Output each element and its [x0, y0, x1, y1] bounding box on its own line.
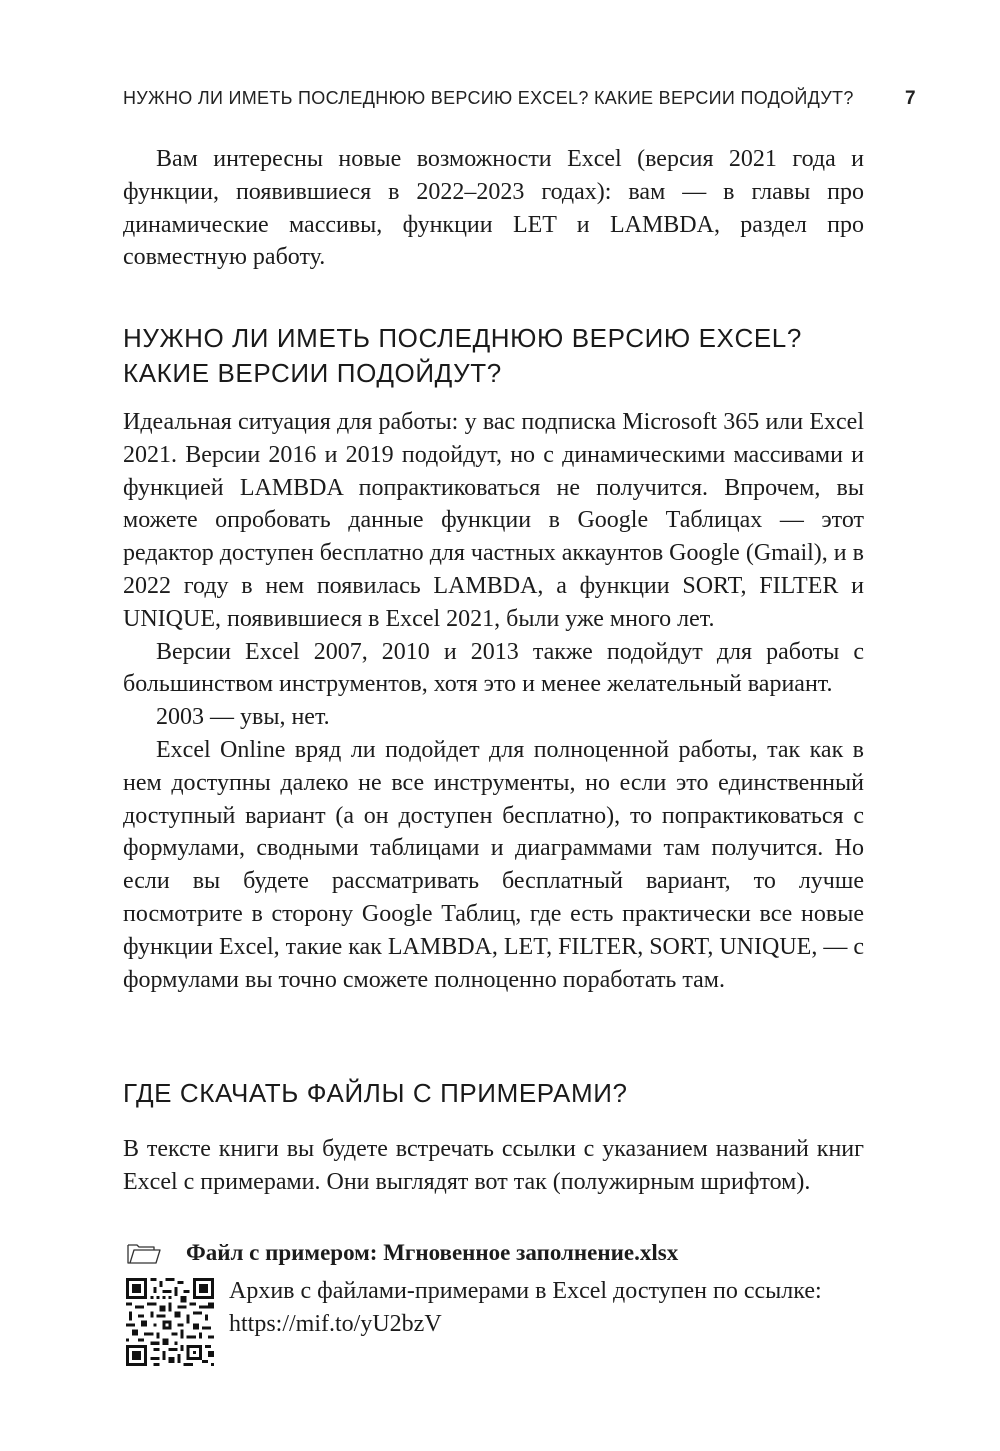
archive-text: Архив с файлами-примерами в Excel доступен по ссылке: [229, 1278, 822, 1304]
intro-block [123, 143, 864, 274]
qr-code-icon[interactable] [126, 1278, 214, 1366]
files-body [123, 1133, 864, 1199]
versions-paragraph-2: Версии Excel 2007, 2010 и 2013 также подойдут для работы с большинством инструментов, хотя это и менее желательный вариант. [123, 638, 864, 698]
versions-body [123, 406, 864, 996]
example-file-label: Файл с примером: Мгновенное заполнение.xlsx [186, 1240, 679, 1265]
section-heading-files: ГДЕ СКАЧАТЬ ФАЙЛЫ С ПРИМЕРАМИ? [123, 1078, 628, 1108]
folder-icon [127, 1242, 161, 1264]
example-file-reference [123, 1238, 883, 1270]
versions-paragraph-4: Excel Online вряд ли подойдет для полноценной работы, так как в нем доступны далеко не все инструменты, но если это единственный доступный вариант (а он доступен бесплатно), то попрактиковаться с формулами, сводными таблицами и диаграммами там получится. Но если вы будете рассматривать бесплатный вариант, то лучше посмотрите в сторону Google Таблиц, где есть практически все новые функции Excel, такие как LAMBDA, LET, FILTER, SORT, UNIQUE, — с формулами вы точно сможете полноценно поработать там. [123, 736, 864, 993]
archive-url[interactable]: https://mif.to/yU2bzV [229, 1311, 442, 1337]
files-paragraph-1: В тексте книги вы будете встречать ссылки с указанием названий книг Excel с примерами. Они выглядят вот так (полужирным шрифтом). [123, 1136, 864, 1195]
archive-link-block [229, 1275, 869, 1341]
section-heading-versions [123, 321, 883, 391]
heading-line-1: НУЖНО ЛИ ИМЕТЬ ПОСЛЕДНЮЮ ВЕРСИЮ EXCEL? [123, 323, 802, 353]
intro-paragraph: Вам интересны новые возможности Excel (версия 2021 года и функции, появившиеся в 2022–2023 годах): вам — в главы про динамические массивы, функции LET и LAMBDA, раздел про совместную работу. [123, 146, 864, 271]
versions-paragraph-3: 2003 — увы, нет. [156, 704, 330, 731]
versions-paragraph-1: Идеальная ситуация для работы: у вас подписка Microsoft 365 или Excel 2021. Версии 2016 и 2019 подойдут, но с динамическими массивами и функцией LAMBDA попрактиковаться не получится. Впрочем, вы можете опробовать данные функции в Google Таблицах — этот редактор доступен бесплатно для частных аккаунтов Google (Gmail), и в 2022 году в нем появилась LAMBDA, а функции SORT, FILTER и UNIQUE, появившиеся в Excel 2021, были уже много лет. [123, 409, 864, 632]
page-number: 7 [905, 88, 916, 109]
heading-line-2: КАКИЕ ВЕРСИИ ПОДОЙДУТ? [123, 358, 502, 388]
running-head: НУЖНО ЛИ ИМЕТЬ ПОСЛЕДНЮЮ ВЕРСИЮ EXCEL? КАКИЕ ВЕРСИИ ПОДОЙДУТ? [123, 88, 854, 108]
